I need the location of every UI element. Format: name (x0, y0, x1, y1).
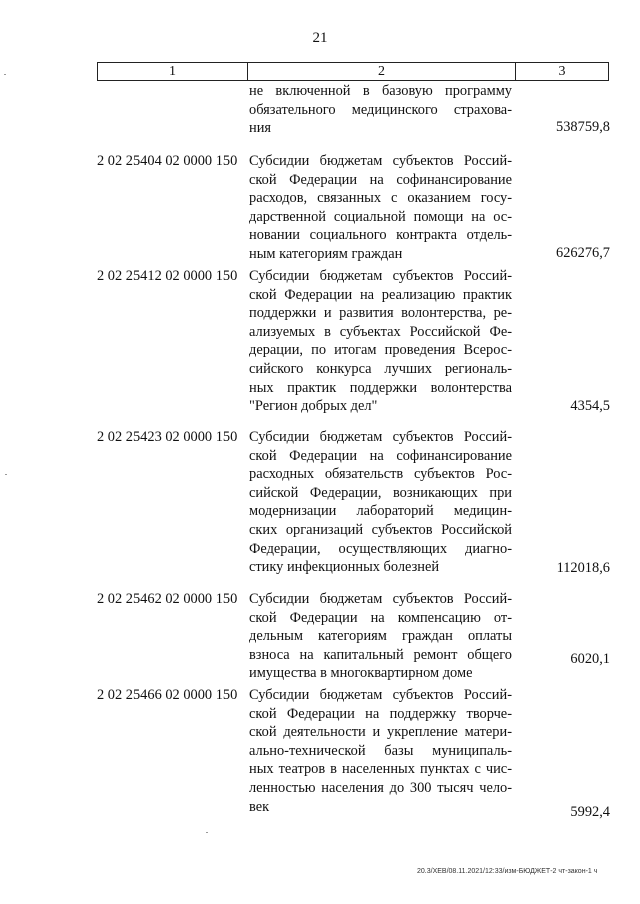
budget-code: 2 02 25404 02 0000 150 (97, 153, 238, 169)
amount: 4354,5 (570, 398, 610, 414)
description-line: ных практик поддержки волонтерства (249, 379, 512, 396)
description-line: ской Федерации на софинансирование (249, 171, 512, 188)
amount: 5992,4 (570, 804, 610, 820)
page-number: 21 (312, 30, 328, 46)
description-line: ленностью населения до 300 тысяч чело- (249, 779, 512, 796)
scan-speck (5, 474, 7, 475)
row-description (249, 590, 512, 683)
description-line: ской деятельности и укрепление матери- (249, 724, 512, 741)
amount: 626276,7 (556, 245, 610, 261)
description-line: ным категориям граждан (249, 245, 403, 262)
description-line: стику инфекционных болезней (249, 559, 440, 576)
description-line: ских организаций субъектов Российской (249, 521, 512, 538)
description-line: дельным категориям граждан оплаты (249, 628, 512, 645)
row-description (249, 428, 512, 577)
description-line: Субсидии бюджетам субъектов Россий- (249, 687, 512, 703)
description-line: взноса на капитальный ремонт общего (249, 646, 512, 663)
amount: 6020,1 (570, 651, 610, 667)
description-line: Федерации, осуществляющих диагно- (249, 540, 512, 557)
scan-speck (4, 74, 6, 75)
description-line: Субсидии бюджетам субъектов Россий- (249, 429, 512, 445)
continuation-description (249, 82, 512, 138)
description-line: ализуемых в субъектах Российской Фе- (249, 323, 512, 340)
header-col-2: 2 (248, 63, 516, 80)
row-description (249, 686, 512, 816)
description-line: сийской Федерации, возникающих при (249, 484, 512, 501)
description-line: расходных обязательств субъектов Рос- (249, 466, 512, 483)
amount: 538759,8 (556, 119, 610, 135)
description-line: сийского конкурса лучших региональ- (249, 360, 512, 377)
table-header (97, 62, 609, 81)
row-description (249, 152, 512, 264)
description-line: имущества в многоквартирном доме (249, 665, 473, 682)
description-line: ской Федерации на компенсацию от- (249, 609, 512, 626)
description-line: поддержки и развития волонтерства, ре- (249, 305, 512, 322)
budget-code: 2 02 25466 02 0000 150 (97, 687, 238, 703)
description-line: расходов, связанных с оказанием госу- (249, 190, 512, 207)
description-line: обязательного медицинского страхова- (249, 101, 512, 118)
description-line: ных театров в населенных пунктах с чис- (249, 761, 512, 778)
row-description (249, 267, 512, 416)
description-line: Субсидии бюджетам субъектов Россий- (249, 153, 512, 169)
description-line: Субсидии бюджетам субъектов Россий- (249, 591, 512, 607)
scan-speck (206, 832, 208, 833)
budget-code: 2 02 25412 02 0000 150 (97, 268, 238, 284)
description-line: дарственной социальной помощи на ос- (249, 208, 512, 225)
amount: 112018,6 (556, 560, 610, 576)
header-col-1: 1 (98, 63, 248, 80)
description-line: ния (249, 120, 272, 137)
description-line: ской Федерации на поддержку творче- (249, 705, 512, 722)
description-line: "Регион добрых дел" (249, 398, 378, 415)
description-line: новании социального контракта отдель- (249, 227, 512, 244)
description-line: дерации, по итогам проведения Всерос- (249, 342, 512, 359)
header-col-3: 3 (558, 64, 566, 79)
description-line: ской Федерации на реализацию практик (249, 286, 512, 303)
budget-code: 2 02 25423 02 0000 150 (97, 429, 238, 445)
description-line: век (249, 798, 270, 815)
budget-code: 2 02 25462 02 0000 150 (97, 591, 238, 607)
description-line: ской Федерации на софинансирование (249, 447, 512, 464)
description-line: не включенной в базовую программу (249, 83, 512, 99)
description-line: модернизации лабораторий медицин- (249, 503, 512, 520)
description-line: ально-технической базы муниципаль- (249, 742, 512, 759)
document-footer: 20.3/ХЕВ/08.11.2021/12:33/изм-БЮДЖЕТ-2 чт-закон-1 ч (417, 868, 598, 875)
description-line: Субсидии бюджетам субъектов Россий- (249, 268, 512, 284)
